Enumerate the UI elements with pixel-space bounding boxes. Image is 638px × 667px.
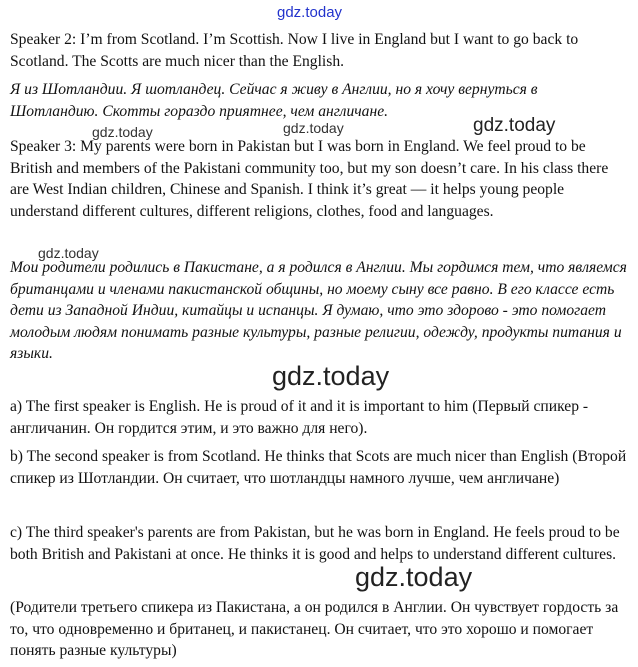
answer-b: b) The second speaker is from Scotland. He thinks that Scots are much nicer than English (Второй спикер из Шотландии. Он считает, что шотландцы намного лучше, чем англичане) bbox=[10, 448, 627, 487]
watermark-large-center: gdz.today bbox=[272, 361, 390, 391]
speaker2-russian: Я из Шотландии. Я шотландец. Сейчас я живу в Англии, но я хочу вернуться в Шотландию. Скотты гораздо приятнее, чем англичане. bbox=[10, 81, 538, 120]
speaker3-russian: Мои родители родились в Пакистане, а я родился в Англии. Мы гордимся тем, что являемся британцами и членами пакистанской общины, но моему сыну все равно. В его классе есть дети из Западной Индии, китайцы и испанцы. Я думаю, что это здорово - это помогает молодым людям понимать разные культуры, разные религии, одежду, продукты питания и языки. bbox=[10, 259, 627, 362]
watermark-large-lower: gdz.today bbox=[355, 562, 473, 592]
speaker2-english: Speaker 2: I’m from Scotland. I’m Scottish. Now I live in England but I want to go back to Scotland. The Scotts are much nicer than the English. bbox=[10, 31, 579, 70]
watermark-medium-right: gdz.today bbox=[473, 115, 556, 136]
answer-c: c) The third speaker's parents are from Pakistan, but he was born in England. He feels proud to be both British and Pakistani at once. He thinks it is good and helps to understand different cultures. bbox=[10, 524, 620, 563]
speaker3-english: Speaker 3: My parents were born in Pakistan but I was born in England. We feel proud to be British and members of the Pakistani community too, but my son doesn’t care. In his class there are West Indian children, Chinese and Spanish. I think it’s great — it helps young people understand different cultures, different religions, clothes, food and languages. bbox=[10, 138, 609, 220]
watermark-small-mid: gdz.today bbox=[38, 245, 99, 261]
watermark-top: gdz.today bbox=[277, 4, 343, 21]
answer-c-russian: (Родители третьего спикера из Пакистана, а он родился в Англии. Он чувствует гордость за то, что одновременно и британец, и пакистанец. Он считает, что это хорошо и помогает понять разные культуры) bbox=[10, 599, 619, 659]
answer-a: a) The first speaker is English. He is proud of it and it is important to him (Первый спикер - англичанин. Он гордится этим, и это важно для него). bbox=[10, 398, 589, 437]
watermark-small-left: gdz.today bbox=[92, 124, 153, 140]
watermark-small-center: gdz.today bbox=[283, 120, 344, 136]
